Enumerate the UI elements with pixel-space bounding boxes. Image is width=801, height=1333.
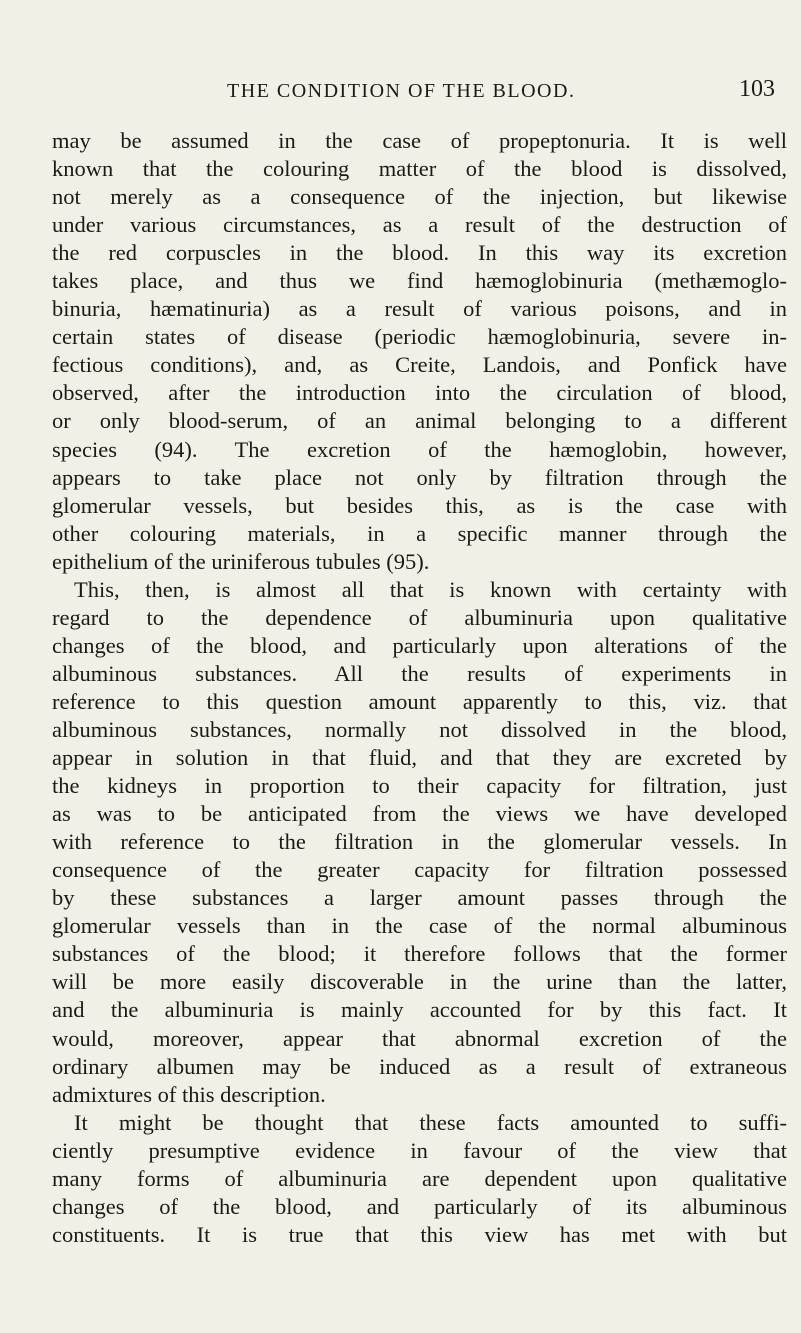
text-line: many forms of albuminuria are dependent upon qualitative: [52, 1165, 787, 1191]
text-line: will be more easily discoverable in the urine than the latter,: [52, 969, 787, 995]
text-line: This, then, is almost all that is known with certainty with: [74, 576, 787, 602]
text-line: reference to this question amount apparently to this, viz. that: [52, 688, 787, 714]
text-line: appear in solution in that fluid, and that they are excreted by: [52, 745, 787, 771]
text-line: ordinary albumen may be induced as a result of extraneous: [52, 1053, 787, 1079]
page-header: [52, 76, 787, 120]
text-line: with reference to the filtration in the glomerular vessels. In: [52, 829, 787, 855]
text-line: by these substances a larger amount passes through the: [52, 885, 787, 911]
text-line: as was to be anticipated from the views we have developed: [52, 801, 787, 827]
text-line: regard to the dependence of albuminuria upon qualitative: [52, 604, 787, 630]
text-line: observed, after the introduction into the circulation of blood,: [52, 380, 787, 406]
text-line: appears to take place not only by filtration through the: [52, 464, 787, 490]
text-line: It might be thought that these facts amounted to suffi-: [74, 1109, 787, 1135]
text-line: consequence of the greater capacity for filtration possessed: [52, 857, 787, 883]
text-line: ciently presumptive evidence in favour of the view that: [52, 1137, 787, 1163]
text-line: admixtures of this description.: [52, 1081, 326, 1107]
text-line: not merely as a consequence of the injection, but likewise: [52, 184, 787, 210]
text-line: under various circumstances, as a result of the destruction of: [52, 212, 787, 238]
text-line: would, moreover, appear that abnormal excretion of the: [52, 1025, 787, 1051]
text-line: glomerular vessels, but besides this, as is the case with: [52, 492, 787, 518]
text-line: or only blood-serum, of an animal belonging to a different: [52, 408, 787, 434]
text-line: changes of the blood, and particularly upon alterations of the: [52, 632, 787, 658]
text-line: the red corpuscles in the blood. In this way its excretion: [52, 240, 787, 266]
body-text: [52, 127, 787, 1249]
text-line: albuminous substances, normally not dissolved in the blood,: [52, 716, 787, 742]
text-line: binuria, hæmatinuria) as a result of various poisons, and in: [52, 296, 787, 322]
text-line: the kidneys in proportion to their capacity for filtration, just: [52, 773, 787, 799]
text-line: takes place, and thus we find hæmoglobinuria (methæmoglo-: [52, 268, 787, 294]
text-line: other colouring materials, in a specific manner through the: [52, 520, 787, 546]
text-line: epithelium of the uriniferous tubules (95).: [52, 548, 430, 574]
text-line: fectious conditions), and, as Creite, Landois, and Ponfick have: [52, 352, 787, 378]
text-line: species (94). The excretion of the hæmoglobin, however,: [52, 436, 787, 462]
text-line: and the albuminuria is mainly accounted for by this fact. It: [52, 997, 787, 1023]
text-line: glomerular vessels than in the case of the normal albuminous: [52, 913, 787, 939]
page-number: 103: [739, 76, 775, 102]
text-line: changes of the blood, and particularly of its albuminous: [52, 1193, 787, 1219]
text-line: constituents. It is true that this view has met with but: [52, 1221, 787, 1247]
text-line: certain states of disease (periodic hæmoglobinuria, severe in-: [52, 324, 787, 350]
text-line: known that the colouring matter of the blood is dissolved,: [52, 156, 787, 182]
running-head: THE CONDITION OF THE BLOOD.: [227, 80, 576, 102]
text-line: substances of the blood; it therefore follows that the former: [52, 941, 787, 967]
text-line: may be assumed in the case of propeptonuria. It is well: [52, 128, 787, 153]
text-line: albuminous substances. All the results of experiments in: [52, 660, 787, 686]
